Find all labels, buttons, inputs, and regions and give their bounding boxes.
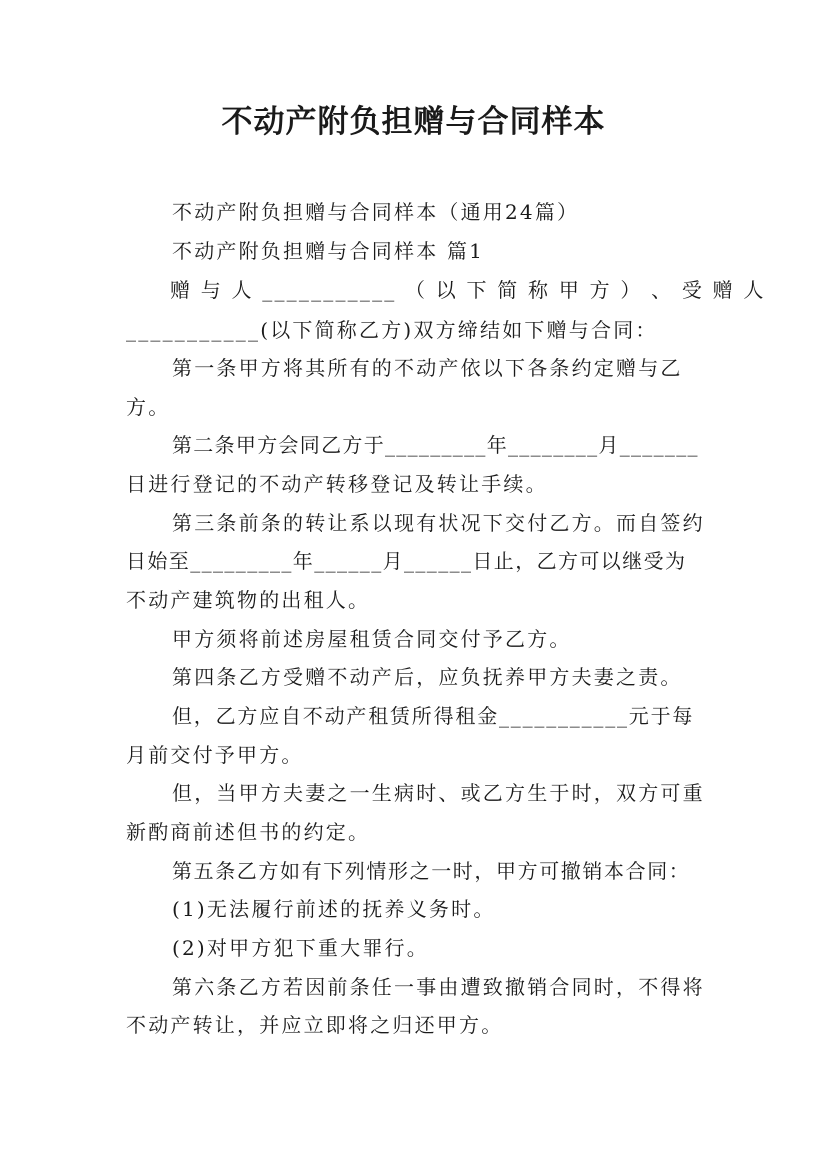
- paragraph-line: 新酌商前述但书的约定。: [126, 820, 371, 844]
- paragraph-line: 第二条甲方会同乙方于_________年________月_______: [172, 433, 699, 457]
- paragraph-line: 但，当甲方夫妻之一生病时、或乙方生于时，双方可重: [172, 781, 705, 805]
- paragraph-line: ___________(以下简称乙方)双方缔结如下赠与合同：: [126, 318, 658, 342]
- paragraph-line: 第五条乙方如有下列情形之一时，甲方可撤销本合同：: [172, 859, 691, 883]
- paragraph-line: 第六条乙方若因前条任一事由遭致撤销合同时，不得将: [172, 975, 705, 999]
- paragraph-line: 月前交付予甲方。: [126, 743, 304, 767]
- paragraph-line: 第三条前条的转让系以现有状况下交付乙方。而自签约: [172, 511, 705, 535]
- paragraph-line: 赠 与 人 ___________ （ 以 下 简 称 甲 方 ） 、 受 赠 人: [170, 278, 766, 302]
- paragraph-line: 但，乙方应自不动产租赁所得租金___________元于每: [172, 704, 695, 728]
- document-title: 不动产附负担赠与合同样本: [221, 104, 606, 140]
- paragraph-line: 不动产建筑物的出租人。: [126, 588, 371, 612]
- paragraph-line: (2)对甲方犯下重大罪行。: [172, 936, 429, 960]
- paragraph-line: 方。: [126, 395, 171, 419]
- paragraph-line: 日进行登记的不动产转移登记及转让手续。: [126, 472, 548, 496]
- paragraph-line: 不动产转让，并应立即将之归还甲方。: [126, 1013, 504, 1037]
- paragraph-line: 第一条甲方将其所有的不动产依以下各条约定赠与乙: [172, 356, 683, 380]
- paragraph-line: 日始至_________年______月______日止，乙方可以继受为: [126, 549, 687, 573]
- paragraph-line: (1)无法履行前述的抚养义务时。: [172, 897, 496, 921]
- paragraph-line: 甲方须将前述房屋租赁合同交付予乙方。: [172, 627, 572, 651]
- paragraph-line: 第四条乙方受赠不动产后，应负抚养甲方夫妻之责。: [172, 665, 683, 689]
- paragraph-line: 不动产附负担赠与合同样本 篇1: [172, 239, 485, 263]
- paragraph-line: 不动产附负担赠与合同样本（通用24篇）: [172, 200, 580, 224]
